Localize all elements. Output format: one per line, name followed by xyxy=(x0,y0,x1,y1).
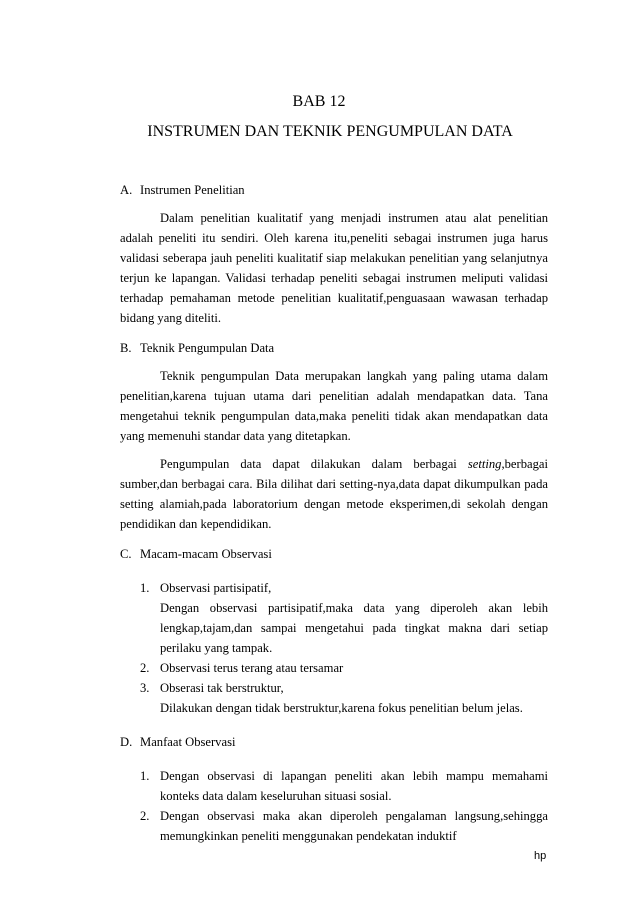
list-item xyxy=(120,578,548,658)
paragraph-instrumen: Dalam penelitian kualitatif yang menjadi instrumen atau alat penelitian adalah peneliti itu sendiri. Oleh karena itu,peneliti sebagai instrumen juga harus validasi seberapa jauh peneliti kualitatif siap melakukan penelitian yang selanjutnya terjun ke lapangan. Validasi terhadap peneliti sebagai instrumen meliputi validasi terhadap pemahaman metode penelitian kualitatif,penguasaan wawasan terhadap bidang yang diteliti. xyxy=(120,211,548,325)
manfaat-list xyxy=(120,766,548,846)
section-heading-text: Teknik Pengumpulan Data xyxy=(140,341,275,355)
section-letter: C. xyxy=(120,547,132,561)
list-number: 3. xyxy=(140,681,150,695)
paragraph-pengumpulan xyxy=(120,454,548,534)
document-body xyxy=(120,180,548,846)
observasi-types-list xyxy=(120,578,548,718)
paragraph-teknik: Teknik pengumpulan Data merupakan langkah yang paling utama dalam penelitian,karena tujuan utama dari penelitian adalah mendapatkan data. Tana mengetahui teknik pengumpulan data,maka peneliti tidak akan mendapatkan data yang memenuhi standar data yang ditetapkan. xyxy=(120,369,548,443)
list-number: 1. xyxy=(140,769,150,783)
section-letter: B. xyxy=(120,341,132,355)
list-item-desc: Dengan observasi partisipatif,maka data yang diperoleh akan lebih lengkap,tajam,dan sampai mengetahui pada tingkat makna dari setiap perilaku yang tampak. xyxy=(160,601,548,655)
section-heading-b xyxy=(120,338,548,358)
list-item xyxy=(120,766,548,806)
section-heading-text: Manfaat Observasi xyxy=(140,735,236,749)
list-item-title: Observasi terus terang atau tersamar xyxy=(160,661,344,675)
paragraph-text: Pengumpulan data dapat dilakukan dalam berbagai xyxy=(160,457,468,471)
section-heading-a xyxy=(120,180,548,200)
section-heading-d xyxy=(120,732,548,752)
list-number: 1. xyxy=(140,581,150,595)
chapter-number: BAB 12 xyxy=(292,93,346,110)
paragraph-text: ,berbagai sumber,dan berbagai cara. Bila dilihat dari setting-nya,data dapat dikumpulkan pada setting alamiah,pada laboratorium dengan metode eksperimen,di sekolah dengan pendidikan dan kependidikan. xyxy=(120,457,548,531)
list-item-title: Observasi partisipatif, xyxy=(160,581,272,595)
section-heading-text: Instrumen Penelitian xyxy=(140,183,245,197)
list-item-desc: Dilakukan dengan tidak berstruktur,karena fokus penelitian belum jelas. xyxy=(160,701,523,715)
list-item-title: Obserasi tak berstruktur, xyxy=(160,681,284,695)
list-item-text: Dengan observasi di lapangan peneliti akan lebih mampu memahami konteks data dalam keseluruhan situasi sosial. xyxy=(160,769,548,803)
list-item-text: Dengan observasi maka akan diperoleh pengalaman langsung,sehingga memungkinkan peneliti menggunakan pendekatan induktif xyxy=(160,809,548,843)
list-item xyxy=(120,806,548,846)
list-item xyxy=(120,658,548,678)
footer-initials: hp xyxy=(534,850,547,862)
list-item xyxy=(120,678,548,718)
list-number: 2. xyxy=(140,809,150,823)
section-letter: D. xyxy=(120,735,133,749)
chapter-title: INSTRUMEN DAN TEKNIK PENGUMPULAN DATA xyxy=(147,123,513,140)
list-number: 2. xyxy=(140,661,150,675)
emphasis-setting: setting xyxy=(467,457,502,471)
section-heading-text: Macam-macam Observasi xyxy=(140,547,272,561)
section-heading-c xyxy=(120,544,548,564)
section-letter: A. xyxy=(120,183,133,197)
